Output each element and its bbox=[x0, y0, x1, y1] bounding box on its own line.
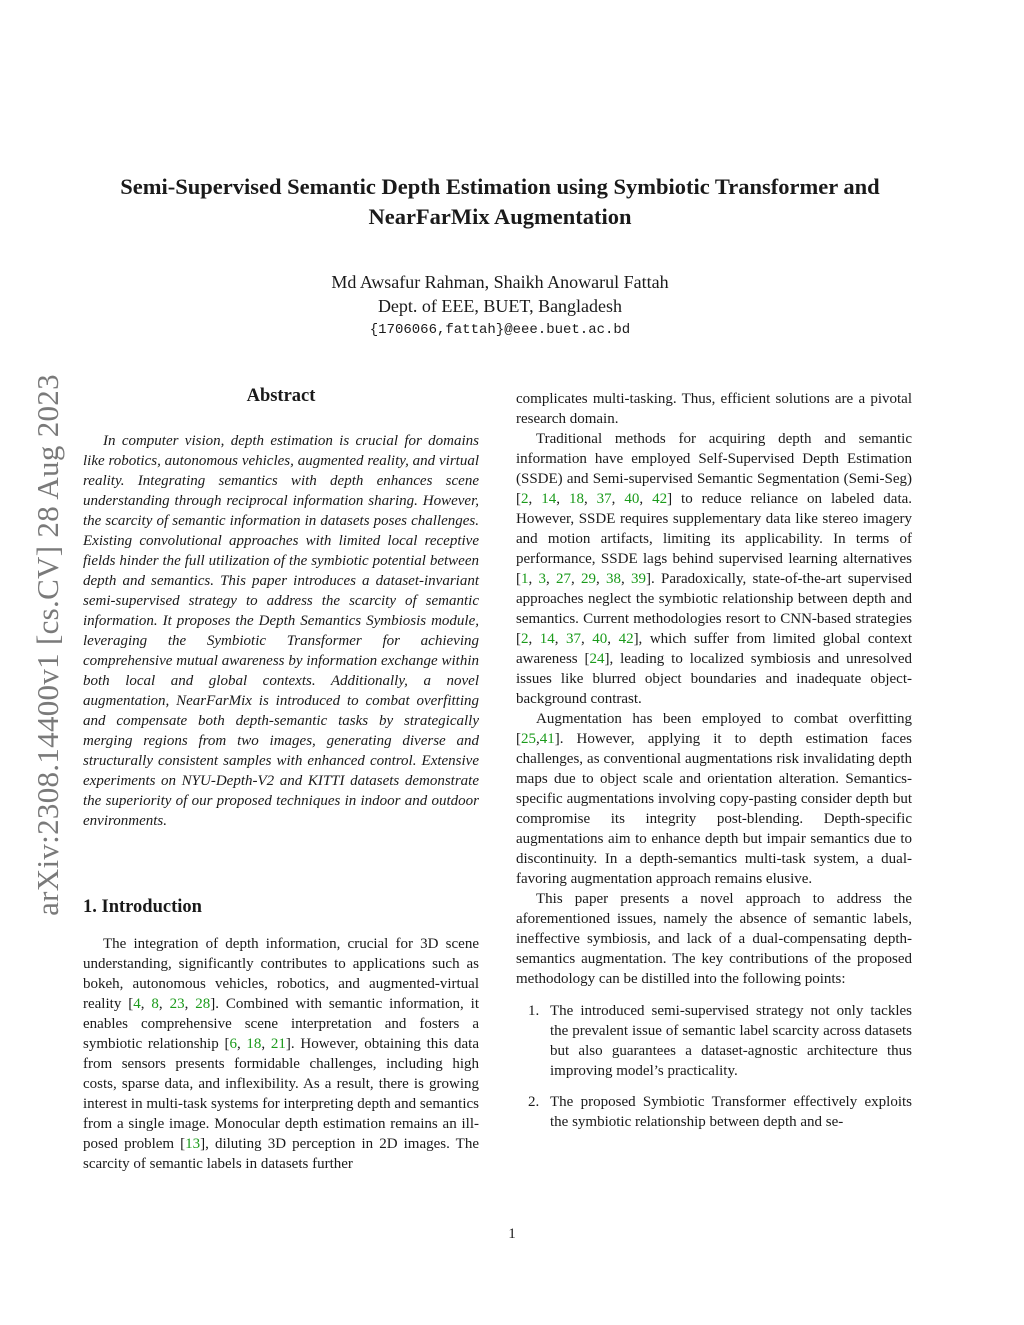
citation-link[interactable]: 37 bbox=[596, 491, 612, 507]
citation-link[interactable]: 6 bbox=[229, 1036, 237, 1052]
citation-link[interactable]: 24 bbox=[589, 651, 605, 667]
citation-link[interactable]: 18 bbox=[568, 491, 584, 507]
citation-link[interactable]: 37 bbox=[566, 631, 582, 647]
citation-link[interactable]: 38 bbox=[606, 571, 621, 587]
citation-link[interactable]: 25 bbox=[521, 731, 536, 747]
list-item: 2. The proposed Symbiotic Transformer effectively exploits the symbiotic relationship between depth and se- bbox=[528, 1094, 912, 1130]
citation-link[interactable]: 27 bbox=[556, 571, 571, 587]
citation-link[interactable]: 3 bbox=[538, 571, 546, 587]
intro-heading: 1. Introduction bbox=[83, 897, 202, 917]
citation-link[interactable]: 14 bbox=[541, 491, 557, 507]
citation-link[interactable]: 21 bbox=[270, 1036, 286, 1052]
intro-paragraph: The integration of depth information, crucial for 3D scene understanding, significantly contributes to applications such as bokeh, autonomous vehicles, robotics, and augmented-virtual reality [4, 8, 23, 28]. Combined with semantic information, it enables comprehensive scene interpretation and fosters a symbiotic relationship [6, 18, 21]. However, obtaining this data from sensors presents formidable challenges, including high costs, sparse data, and inflexibility. As a result, there is growing interest in multi-task systems for interpreting depth and semantics from a single image. Monocular depth estimation remains an ill-posed problem [13], diluting 3D perception in 2D images. The scarcity of semantic labels in datasets further bbox=[83, 936, 480, 1172]
abstract-heading: Abstract bbox=[246, 386, 316, 406]
page-number: 1 bbox=[508, 1226, 516, 1242]
abstract-text: In computer vision, depth estimation is crucial for domains like robotics, autonomous vehicles, augmented reality, and virtual reality. Integrating semantics with depth enhances scene understanding through reciprocal information sharing. However, the scarcity of semantic information in datasets poses challenges. Existing convolutional approaches with limited local receptive fields hinder the full utilization of the symbiotic potential between depth and semantics. This paper introduces a dataset-invariant semi-supervised strategy to address the scarcity of semantic information. It proposes the Depth Semantics Symbiosis module, leveraging the Symbiotic Transformer for achieving comprehensive mutual awareness by information exchange within both local and global contexts. Additionally, a novel augmentation, NearFarMix is introduced to combat overfitting and compensate both depth-semantic tasks by strategically merging regions from two images, generating diverse and structurally consistent samples with enhanced control. Extensive experiments on NYU-Depth-V2 and KITTI datasets demonstrate the superiority of our proposed techniques in indoor and outdoor environments. bbox=[83, 433, 479, 829]
citation-link[interactable]: 39 bbox=[631, 571, 646, 587]
right-paragraph-4: This paper presents a novel approach to address the aforementioned issues, namely the absence of semantic labels, ineffective symbiosis, and lack of a dual-compensating depth-semantics augmentation. The key contributions of the proposed methodology can be distilled into the following points: bbox=[516, 891, 912, 987]
citation-link[interactable]: 42 bbox=[652, 491, 668, 507]
title-line-2: NearFarMix Augmentation bbox=[368, 204, 632, 229]
right-column bbox=[516, 389, 912, 1143]
arxiv-id: arXiv:2308.14400v1 [cs.CV] 28 Aug 2023 bbox=[30, 374, 65, 916]
citation-link[interactable]: 40 bbox=[624, 491, 640, 507]
arxiv-sidebar bbox=[28, 345, 68, 945]
citation-link[interactable]: 1 bbox=[521, 571, 529, 587]
citation-link[interactable]: 13 bbox=[185, 1136, 201, 1152]
author-block bbox=[200, 270, 800, 342]
citation-link[interactable]: 2 bbox=[521, 631, 529, 647]
citation-link[interactable]: 14 bbox=[539, 631, 555, 647]
title-line-1: Semi-Supervised Semantic Depth Estimation using Symbiotic Transformer and bbox=[120, 174, 880, 199]
citation-link[interactable]: 8 bbox=[151, 996, 159, 1012]
citation-link[interactable]: 29 bbox=[581, 571, 596, 587]
right-paragraph-2: Traditional methods for acquiring depth and semantic information have employed Self-Supervised Depth Estimation (SSDE) and Semi-supervised Semantic Segmentation (Semi-Seg) [2, 14, 18, 37, 40, 42] to reduce reliance on labeled data. However, SSDE requires supplementary data like stereo imagery and motion artifacts, limiting its applicability. In terms of performance, SSDE lags behind supervised learning alternatives [1, 3, 27, 29, 38, 39]. Paradoxically, state-of-the-art supervised approaches neglect the symbiotic relationship between depth and semantics. Current methodologies resort to CNN-based strategies [2, 14, 37, 40, 42], which suffer from limited global context awareness [24], leading to localized symbiosis and unresolved issues like blurred object boundaries and inadequate object-background contrast. bbox=[516, 431, 913, 707]
citation-link[interactable]: 40 bbox=[592, 631, 608, 647]
email: {1706066,fattah}@eee.buet.ac.bd bbox=[369, 322, 631, 338]
citation-link[interactable]: 18 bbox=[246, 1036, 262, 1052]
list-item: 1. The introduced semi-supervised strategy not only tackles the prevalent issue of semantic label scarcity across datasets but also guarantees a dataset-agnostic architecture thus improving model’s practicality. bbox=[528, 1003, 912, 1079]
authors: Md Awsafur Rahman, Shaikh Anowarul Fattah bbox=[331, 272, 669, 292]
citation-link[interactable]: 4 bbox=[133, 996, 141, 1012]
right-paragraph-3: Augmentation has been employed to combat overfitting [25,41]. However, applying it to depth estimation faces challenges, as conventional augmentations risk invalidating depth maps due to object scale and orientation alteration. Semantics-specific augmentations involving copy-pasting consider depth but compromise its integrity post-blending. Depth-specific augmentations aim to enhance depth but impair semantics due to discontinuity. In a depth-semantics multi-task system, a dual-favoring augmentation approach remains elusive. bbox=[516, 711, 912, 887]
paper-title bbox=[80, 172, 920, 232]
right-continuation: complicates multi-tasking. Thus, efficient solutions are a pivotal research domain. bbox=[516, 391, 912, 427]
citation-link[interactable]: 41 bbox=[539, 731, 555, 747]
affiliation: Dept. of EEE, BUET, Bangladesh bbox=[377, 296, 623, 316]
citation-link[interactable]: 23 bbox=[169, 996, 185, 1012]
contribution-list bbox=[516, 1001, 912, 1132]
citation-link[interactable]: 28 bbox=[195, 996, 211, 1012]
intro-column bbox=[83, 934, 479, 1174]
citation-link[interactable]: 2 bbox=[521, 491, 529, 507]
citation-link[interactable]: 42 bbox=[618, 631, 634, 647]
